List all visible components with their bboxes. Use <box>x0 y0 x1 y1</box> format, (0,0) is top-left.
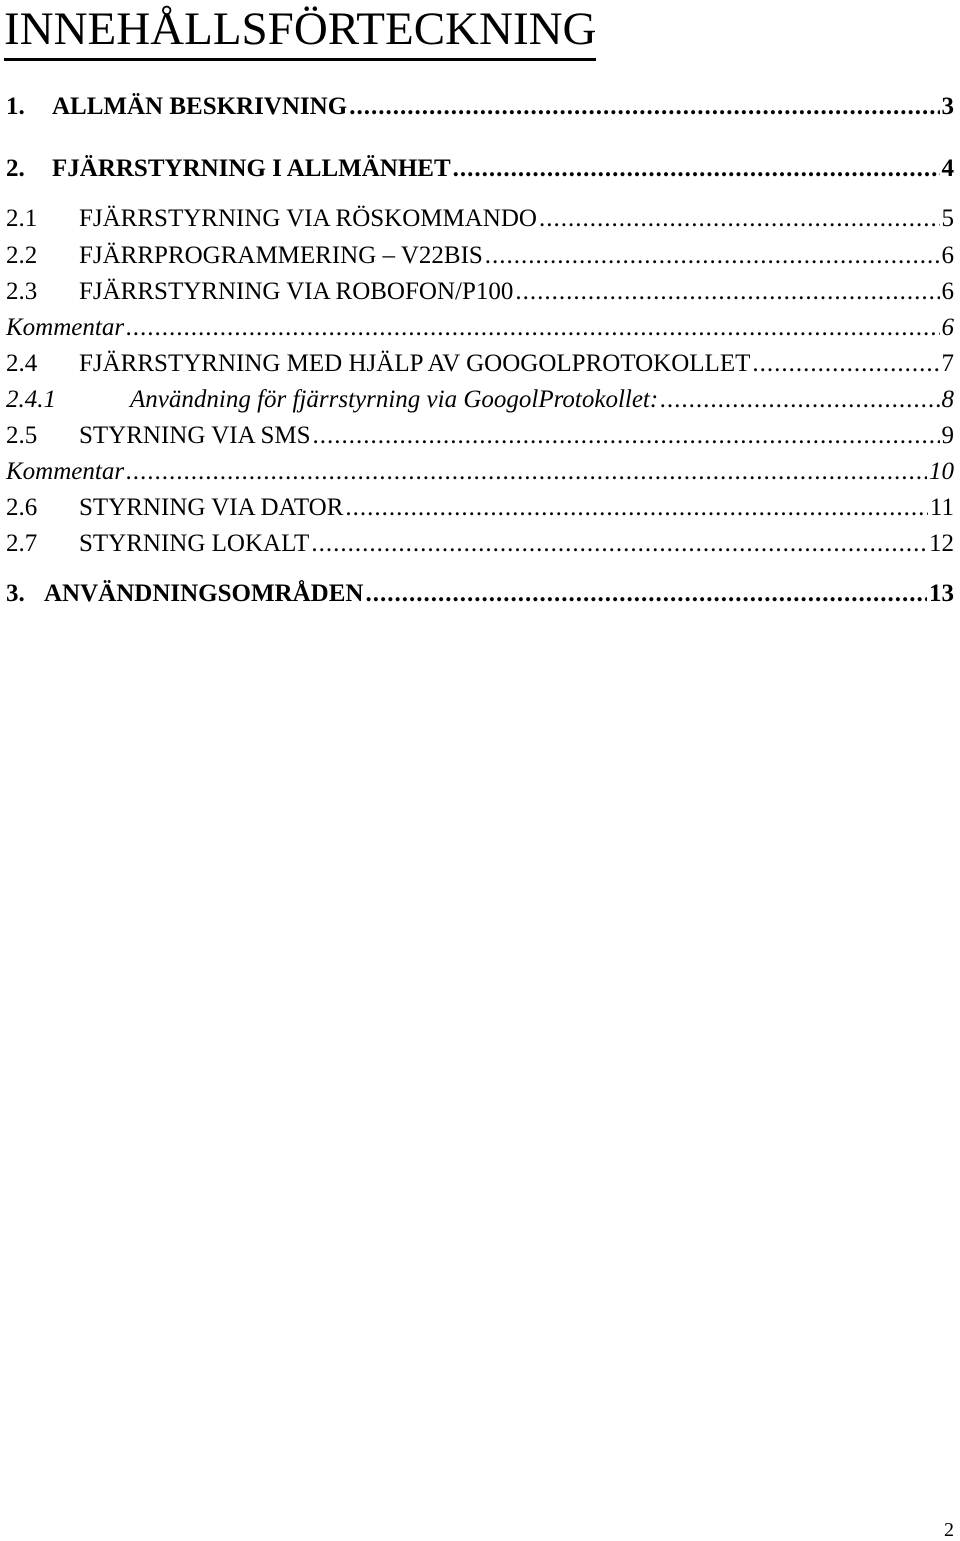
toc-entry-number: 3. <box>6 580 25 607</box>
toc-entry-number: 2.7 <box>6 530 38 557</box>
toc-dot-leader <box>126 458 927 486</box>
toc-entry-title: STYRNING VIA DATOR <box>79 494 344 521</box>
toc-entry-2-6[interactable] <box>6 494 954 522</box>
toc-entry-2-2[interactable] <box>6 242 954 270</box>
toc-dot-leader <box>539 205 940 233</box>
toc-dot-leader <box>515 278 939 306</box>
toc-entry-number: 2.4 <box>6 350 38 377</box>
toc-dot-leader <box>453 155 940 183</box>
toc-entry-2[interactable] <box>6 155 954 183</box>
toc-entry-page: 10 <box>929 458 954 485</box>
toc-entry-title: FJÄRRSTYRNING VIA RÖSKOMMANDO <box>79 205 537 232</box>
toc-entry-number: 2.4.1 <box>6 386 56 413</box>
toc-entry-title: ALLMÄN BESKRIVNING <box>52 93 348 120</box>
toc-entry-number: 2.5 <box>6 422 38 449</box>
toc-entry-3[interactable] <box>6 580 954 608</box>
toc-entry-title: Användning för fjärrstyrning via GoogolProtokollet: <box>130 386 659 413</box>
toc-entry-page: 13 <box>929 580 954 607</box>
toc-entry-title: ANVÄNDNINGSOMRÅDEN <box>44 580 364 607</box>
page-number: 2 <box>944 1519 954 1541</box>
toc-entry-comment-1[interactable] <box>6 314 954 342</box>
toc-entry-page: 6 <box>941 314 954 341</box>
toc-entry-title: FJÄRRSTYRNING I ALLMÄNHET <box>52 155 451 182</box>
toc-entry-1[interactable] <box>6 93 954 121</box>
toc-entry-2-3[interactable] <box>6 278 954 306</box>
toc-entry-page: 7 <box>941 350 954 377</box>
toc-entry-2-4[interactable] <box>6 350 954 378</box>
toc-entry-page: 9 <box>941 422 954 449</box>
toc-entry-title: Kommentar <box>6 458 125 485</box>
toc-entry-2-4-1[interactable] <box>6 386 954 414</box>
toc-entry-2-7[interactable] <box>6 530 954 558</box>
toc-entry-2-5[interactable] <box>6 422 954 450</box>
toc-entry-number: 1. <box>6 93 25 120</box>
toc-dot-leader <box>349 93 939 121</box>
toc-entry-page: 6 <box>941 278 954 305</box>
toc-dot-leader <box>126 314 939 342</box>
toc-entry-page: 12 <box>929 530 954 557</box>
toc-entry-page: 6 <box>941 242 954 269</box>
toc-dot-leader <box>752 350 939 378</box>
toc-entry-title: FJÄRRSTYRNING VIA ROBOFON/P100 <box>79 278 514 305</box>
toc-entry-number: 2.2 <box>6 242 38 269</box>
toc-dot-leader <box>660 386 939 414</box>
toc-dot-leader <box>313 422 940 450</box>
toc-entry-title: STYRNING LOKALT <box>79 530 310 557</box>
toc-entry-number: 2. <box>6 155 25 182</box>
toc-entry-page: 4 <box>941 155 954 182</box>
toc-entry-2-1[interactable] <box>6 205 954 233</box>
toc-entry-number: 2.3 <box>6 278 38 305</box>
toc-entry-comment-2[interactable] <box>6 458 954 486</box>
toc-entry-page: 11 <box>929 494 954 521</box>
toc-entry-title: Kommentar <box>6 314 125 341</box>
toc-entry-title: STYRNING VIA SMS <box>79 422 311 449</box>
toc-entry-page: 3 <box>941 93 954 120</box>
toc-dot-leader <box>345 494 928 522</box>
toc-dot-leader <box>485 242 940 270</box>
toc-dot-leader <box>365 580 927 608</box>
toc-entry-number: 2.1 <box>6 205 38 232</box>
toc-entry-page: 8 <box>941 386 954 413</box>
toc-entry-title: FJÄRRPROGRAMMERING – V22BIS <box>79 242 483 269</box>
toc-entry-number: 2.6 <box>6 494 38 521</box>
page-title: INNEHÅLLSFÖRTECKNING <box>4 0 596 61</box>
toc-entry-title: FJÄRRSTYRNING MED HJÄLP AV GOOGOLPROTOKOLLET <box>79 350 751 377</box>
toc-entry-page: 5 <box>941 205 954 232</box>
toc-dot-leader <box>311 530 927 558</box>
